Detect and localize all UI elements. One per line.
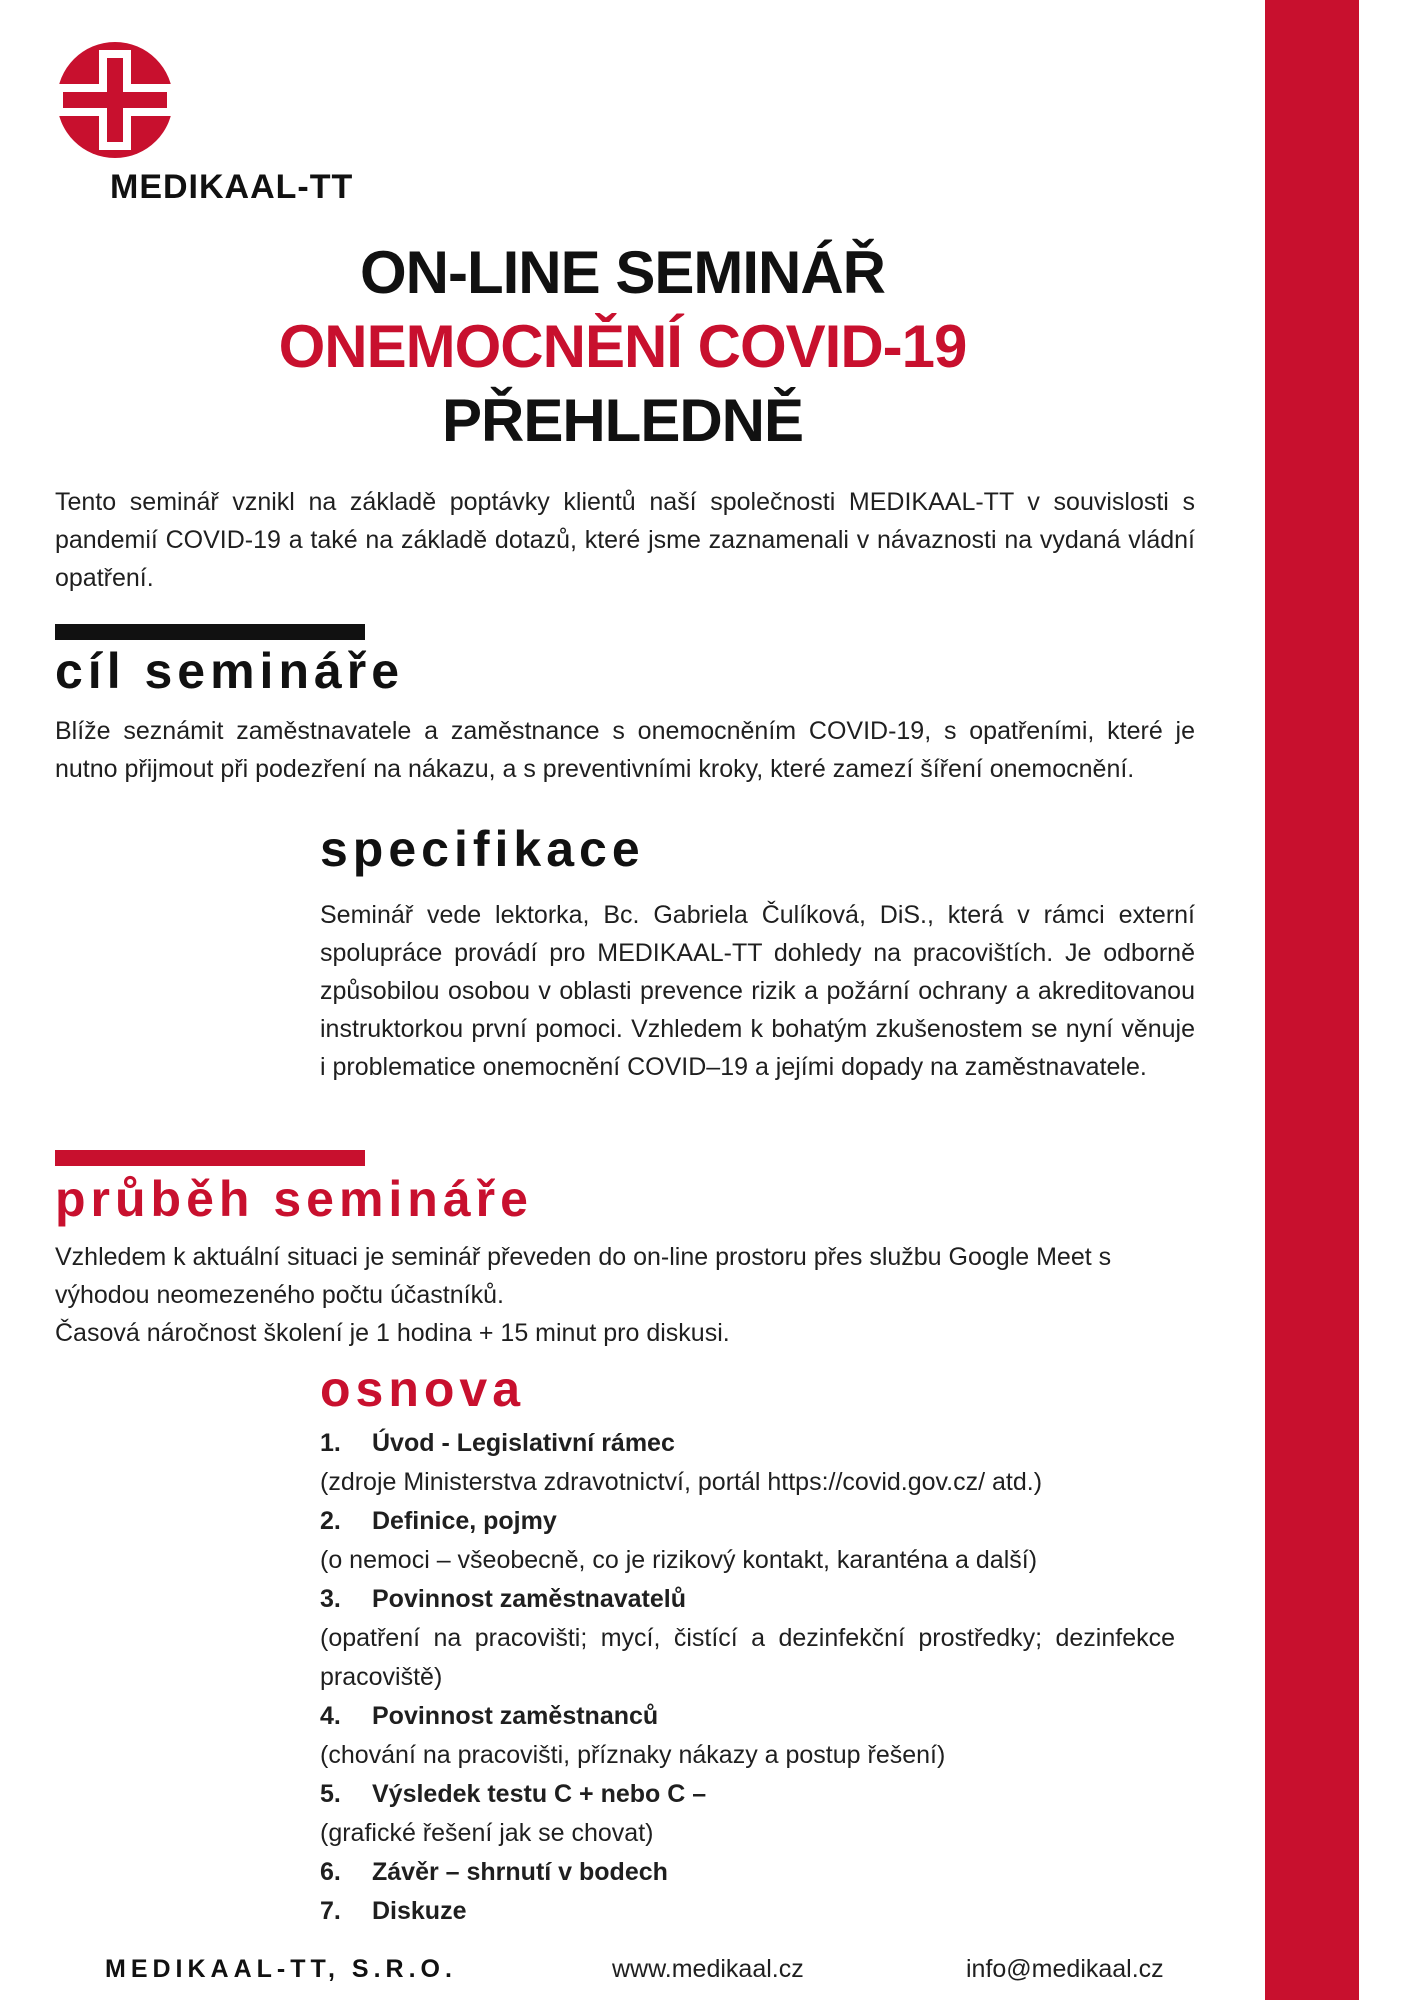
medical-cross-logo-icon: [55, 40, 175, 160]
outline-list: [320, 1424, 1175, 1931]
outline-item-title: Definice, pojmy: [372, 1507, 557, 1535]
outline-item-desc: (grafické řešení jak se chovat): [320, 1819, 654, 1847]
outline-heading: osnova: [320, 1361, 526, 1417]
outline-item-title: Povinnost zaměstnavatelů: [372, 1585, 686, 1613]
outline-item-desc: (chování na pracovišti, příznaky nákazy a postup řešení): [320, 1741, 946, 1769]
intro-paragraph: Tento seminář vznikl na základě poptávky klientů naší společnosti MEDIKAAL-TT v souvislosti s pandemií COVID-19 a také na základě dotazů, které jsme zaznamenali v návaznosti na vydaná vládní opatření.: [55, 488, 1195, 592]
outline-item-number: 5.: [320, 1780, 341, 1808]
outline-item-desc: (opatření na pracovišti; mycí, čistící a dezinfekční prostředky; dezinfekce pracoviště): [320, 1624, 1175, 1691]
spec-paragraph: Seminář vede lektorka, Bc. Gabriela Čulíková, DiS., která v rámci externí spolupráce provádí pro MEDIKAAL-TT dohledy na pracovištích. Je odborně způsobilou osobou v oblasti prevence rizik a požární ochrany a akreditovanou instruktorkou první pomoci. Vzhledem k bohatým zkušenostem se nyní věnuje i problematice onemocnění COVID–19 a jejími dopady na zaměstnavatele.: [320, 901, 1195, 1081]
footer-company: MEDIKAAL-TT, S.R.O.: [105, 1955, 457, 1983]
outline-item-number: 7.: [320, 1897, 341, 1925]
footer-website-link[interactable]: www.medikaal.cz: [612, 1955, 804, 1983]
goal-paragraph: Blíže seznámit zaměstnavatele a zaměstnance s onemocněním COVID-19, s opatřeními, které je nutno přijmout při podezření na nákazu, a s preventivními kroky, které zamezí šíření onemocnění.: [55, 717, 1195, 783]
outline-item: [320, 1892, 1175, 1931]
outline-item: [320, 1502, 1175, 1580]
outline-item-title: Diskuze: [372, 1897, 467, 1925]
outline-item-desc: (zdroje Ministerstva zdravotnictví, portál https://covid.gov.cz/ atd.): [320, 1468, 1043, 1496]
course-heading: průběh semináře: [55, 1171, 533, 1227]
outline-item-number: 4.: [320, 1702, 341, 1730]
outline-item-title: Úvod - Legislativní rámec: [372, 1429, 675, 1457]
outline-item: [320, 1853, 1175, 1892]
outline-item-title: Výsledek testu C + nebo C –: [372, 1780, 707, 1808]
outline-item-number: 3.: [320, 1585, 341, 1613]
footer-email-link[interactable]: info@medikaal.cz: [966, 1955, 1164, 1983]
brand-name: MEDIKAAL-TT: [110, 168, 354, 206]
course-text-1: Vzhledem k aktuální situaci je seminář převeden do on-line prostoru přes službu Google Meet s výhodou neomezeného počtu účastníků.: [55, 1243, 1112, 1309]
course-paragraph: [55, 1238, 1195, 1352]
outline-item: [320, 1697, 1175, 1775]
outline-item: [320, 1424, 1175, 1502]
outline-item-title: Závěr – shrnutí v bodech: [372, 1858, 668, 1886]
outline-item-number: 6.: [320, 1858, 341, 1886]
red-side-strip: [1265, 0, 1359, 2000]
outline-item-title: Povinnost zaměstnanců: [372, 1702, 659, 1730]
outline-item-number: 1.: [320, 1429, 341, 1457]
title-line-2: ONEMOCNĚNÍ COVID-19: [278, 313, 967, 380]
outline-item-number: 2.: [320, 1507, 341, 1535]
section-divider-black: [55, 624, 365, 640]
course-text-2: Časová náročnost školení je 1 hodina + 15 minut pro diskusi.: [55, 1319, 730, 1347]
goal-heading: cíl semináře: [55, 643, 405, 699]
section-divider-red: [55, 1150, 365, 1166]
title-line-1: ON-LINE SEMINÁŘ: [360, 239, 885, 306]
outline-item-desc: (o nemoci – všeobecně, co je rizikový kontakt, karanténa a další): [320, 1546, 1038, 1574]
spec-heading: specifikace: [320, 821, 645, 877]
outline-item: [320, 1775, 1175, 1853]
title-line-3: PŘEHLEDNĚ: [441, 387, 804, 454]
outline-item: [320, 1580, 1175, 1697]
